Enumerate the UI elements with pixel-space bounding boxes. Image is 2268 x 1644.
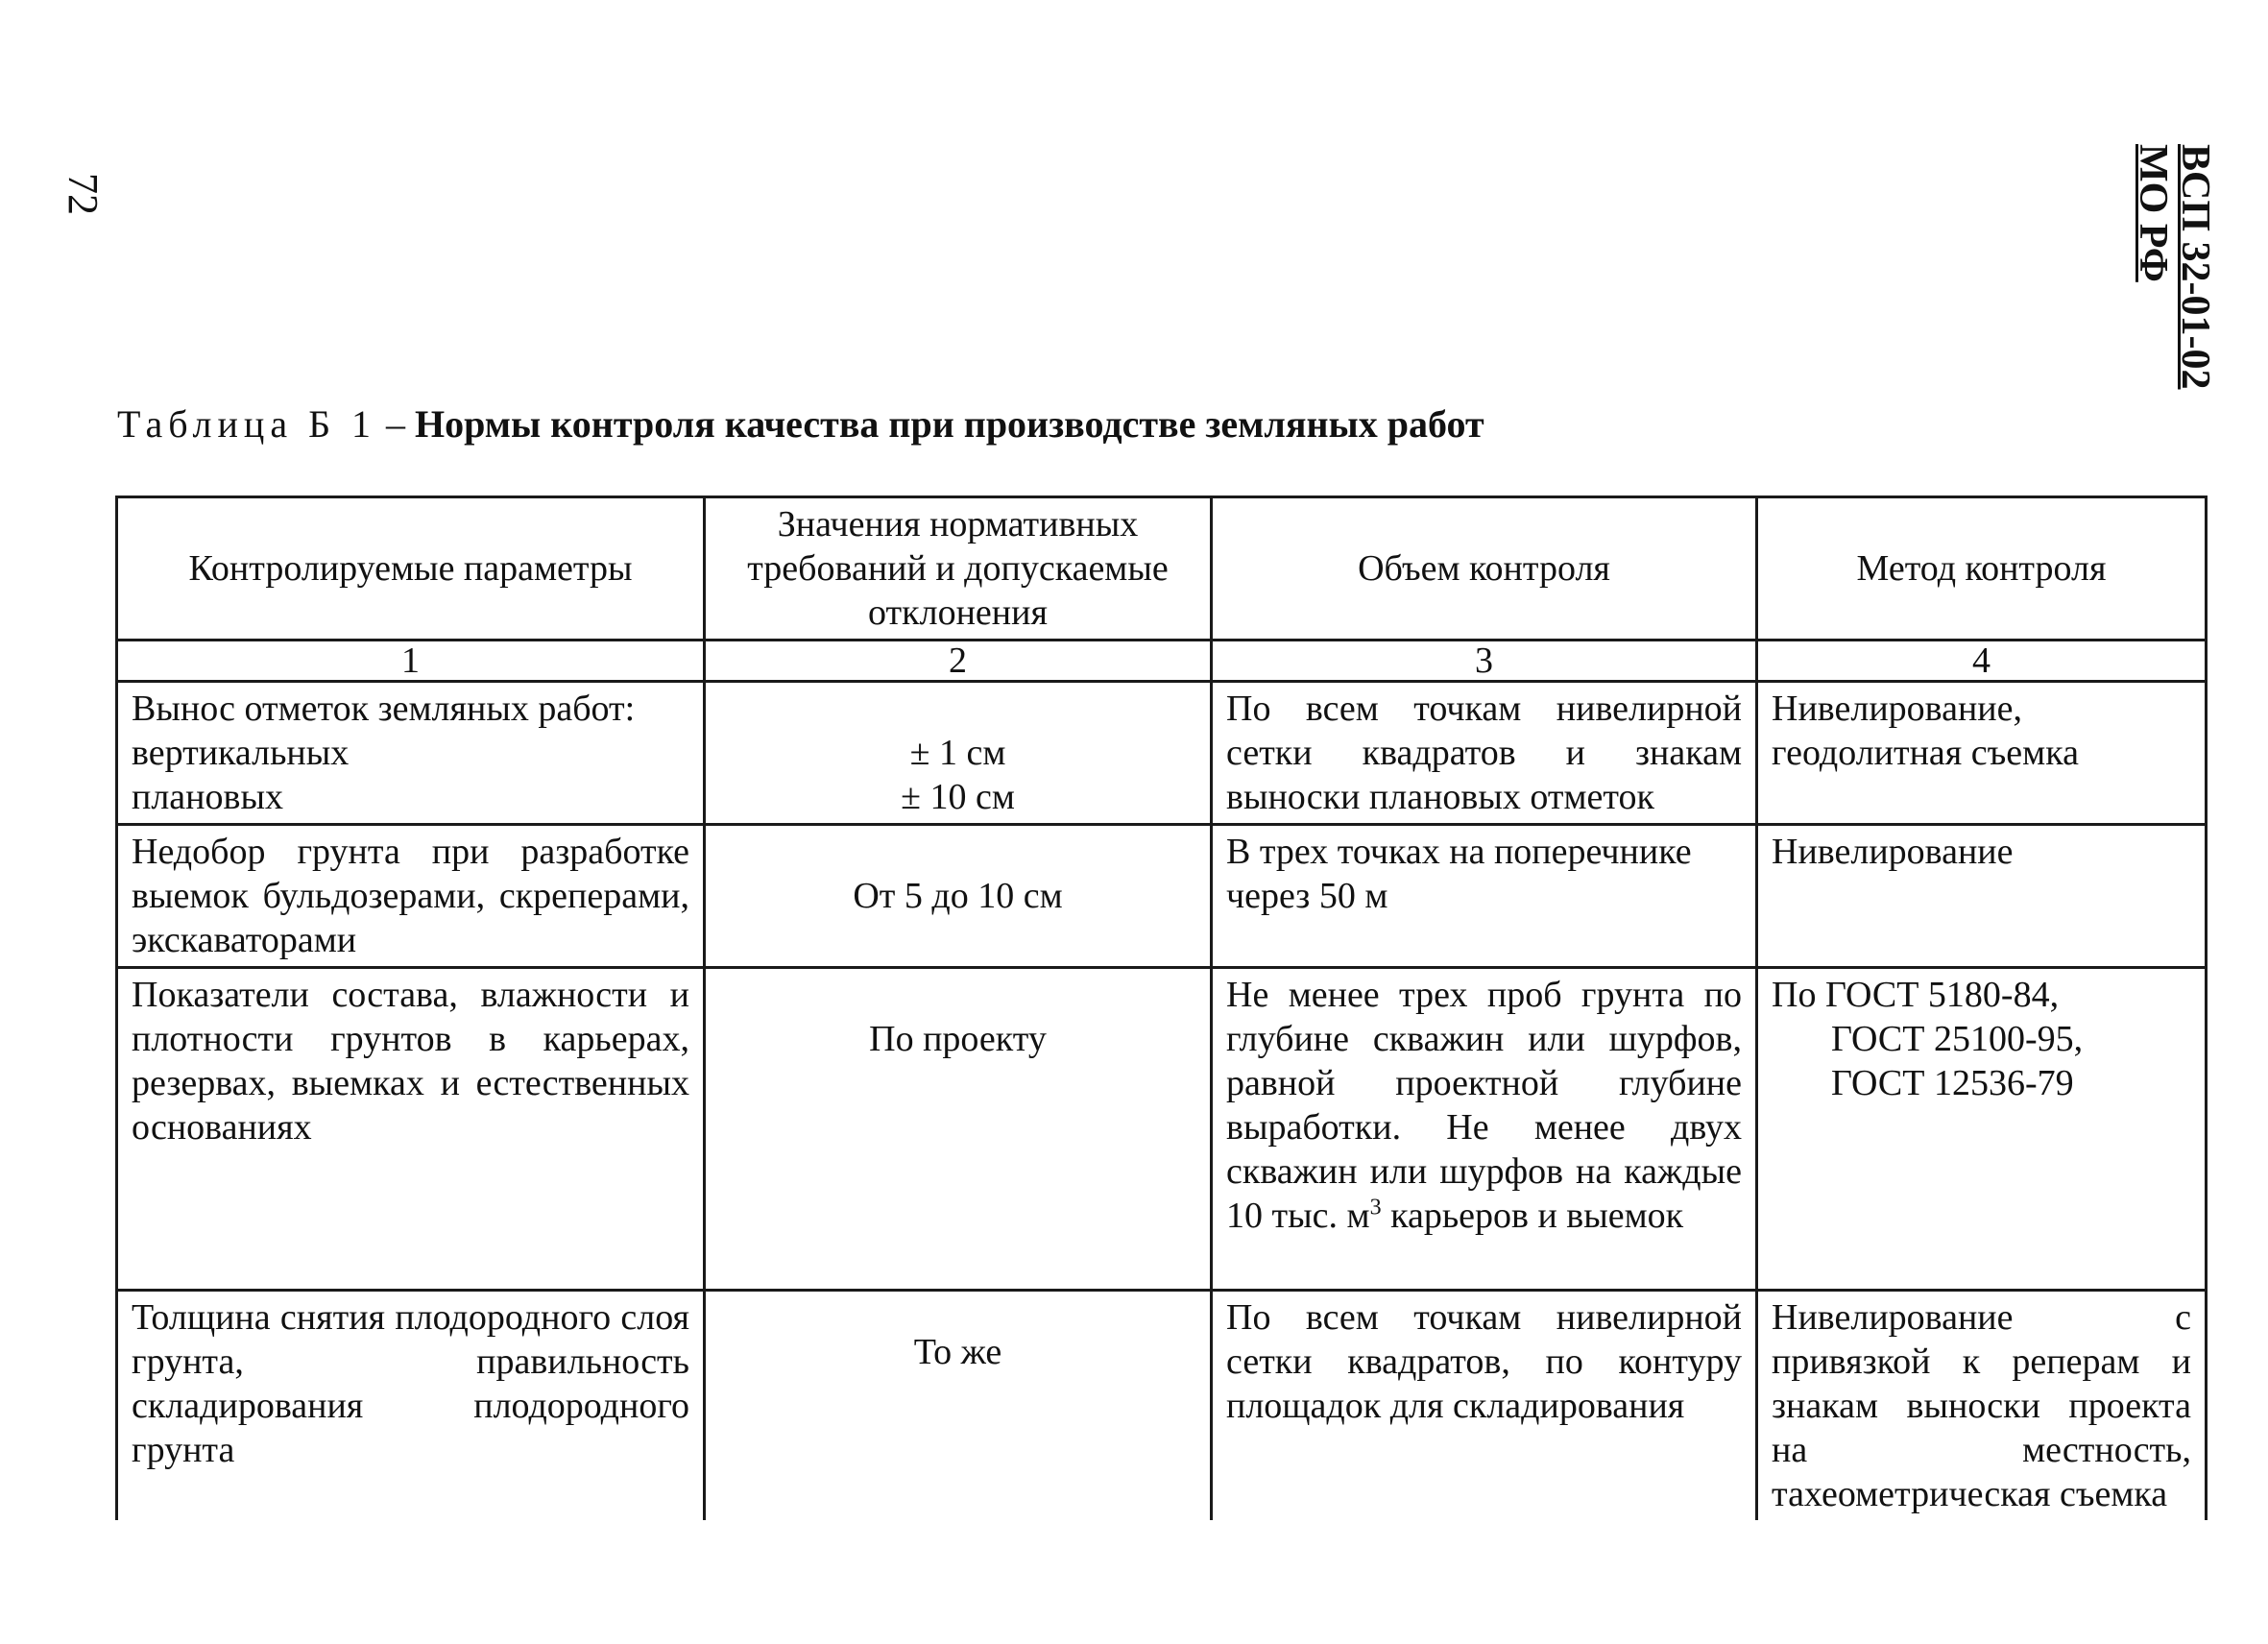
volume-cell: [1212, 968, 1757, 1291]
header-method: Метод контроля: [1757, 497, 2207, 641]
column-number: 4: [1757, 641, 2207, 682]
method-standard: По ГОСТ 5180-84,: [1772, 975, 2060, 1015]
column-number: 2: [705, 641, 1212, 682]
value-cell: То же: [705, 1291, 1212, 1521]
value-cell: От 5 до 10 см: [705, 825, 1212, 968]
table-row: [117, 968, 2207, 1291]
volume-cell: По всем точкам нивелирной сетки квадратов и знакам выноски плановых отметок: [1212, 682, 1757, 825]
header-values: Значения нормативных требований и допускаемые отклонения: [705, 497, 1212, 641]
column-number: 3: [1212, 641, 1757, 682]
table-row: [117, 1291, 2207, 1521]
table-caption-dash: –: [376, 402, 416, 446]
volume-cell: В трех точках на поперечнике через 50 м: [1212, 825, 1757, 968]
cubic-superscript: 3: [1369, 1195, 1382, 1221]
parameter-cell: Толщина снятия плодородного слоя грунта, правильность складирования плодородного грунта: [117, 1291, 705, 1521]
tolerance-value: ± 10 см: [901, 777, 1015, 817]
parameter-cell: Показатели состава, влажности и плотности грунтов в карьерах, резервах, выемках и естественных основаниях: [117, 968, 705, 1291]
parameter-cell: Недобор грунта при разработке выемок бульдозерами, скреперами, экскаваторами: [117, 825, 705, 968]
quality-control-table: [115, 496, 2208, 1520]
page-number: 72: [60, 173, 107, 215]
method-cell: [1757, 968, 2207, 1291]
table-caption-title: Нормы контроля качества при производстве земляных работ: [415, 402, 1484, 446]
header-row: [117, 497, 2207, 641]
volume-text: Не менее трех проб грунта по глубине скважин или шурфов, равной проектной глубине выработки. Не менее двух скважин или шурфов на каждые 10 тыс. м: [1226, 975, 1742, 1236]
column-number: 1: [117, 641, 705, 682]
volume-text: карьеров и выемок: [1381, 1196, 1684, 1236]
volume-cell: По всем точкам нивелирной сетки квадратов, по контуру площадок для складирования: [1212, 1291, 1757, 1521]
table-row: [117, 825, 2207, 968]
parameter-subitem: вертикальных: [132, 733, 350, 773]
method-cell: Нивелирование: [1757, 825, 2207, 968]
table-caption-label: Таблица Б 1: [117, 402, 377, 446]
method-cell: Нивелирование, геодолитная съемка: [1757, 682, 2207, 825]
document-code: [2132, 144, 2216, 390]
header-parameters: Контролируемые параметры: [117, 497, 705, 641]
value-cell: По проекту: [705, 968, 1212, 1291]
parameter-title: Вынос отметок земляных работ:: [132, 689, 636, 729]
parameter-cell: [117, 682, 705, 825]
method-standard: ГОСТ 12536-79: [1831, 1063, 2074, 1103]
header-volume: Объем контроля: [1212, 497, 1757, 641]
value-cell: [705, 682, 1212, 825]
tolerance-value: ± 1 см: [909, 733, 1006, 773]
document-code-line: ВСП 32-01-02: [2173, 144, 2217, 390]
column-number-row: [117, 641, 2207, 682]
method-cell: Нивелирование с привязкой к реперам и знакам выноски проекта на местность, тахеометрическая съемка: [1757, 1291, 2207, 1521]
parameter-subitem: плановых: [132, 777, 283, 817]
table-caption: [117, 401, 1484, 447]
document-code-line: МО РФ: [2131, 144, 2175, 282]
table-row: [117, 682, 2207, 825]
method-standard: ГОСТ 25100-95,: [1831, 1019, 2084, 1059]
